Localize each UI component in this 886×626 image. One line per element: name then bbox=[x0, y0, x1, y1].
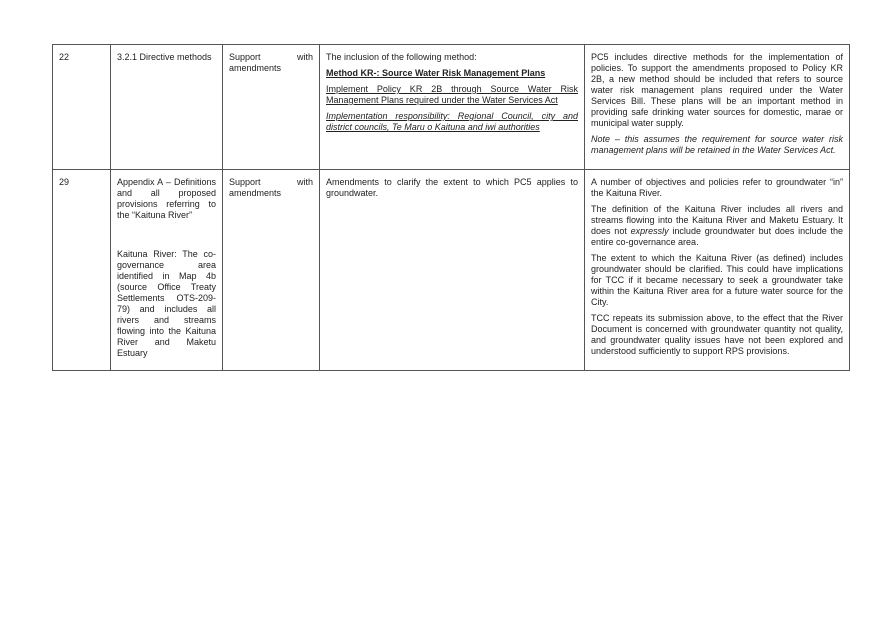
row-number: 29 bbox=[53, 170, 111, 371]
provision-cell bbox=[111, 170, 223, 371]
decision-cell bbox=[320, 170, 585, 371]
submission-table bbox=[52, 44, 850, 371]
reasons-cell bbox=[585, 170, 850, 371]
decision-intro: The inclusion of the following method: bbox=[326, 52, 477, 62]
reason-paragraph bbox=[591, 204, 843, 248]
provision-heading: Appendix A – Definitions and all proposed provisions referring to the “Kaituna River” bbox=[117, 177, 216, 220]
reason-paragraph: TCC repeats its submission above, to the effect that the River Document is concerned with groundwater quantity not quality, and groundwater quality issues have not been explored and understood sufficiently to support RPS provisions. bbox=[591, 313, 843, 356]
reasons-cell bbox=[585, 45, 850, 170]
decision-cell bbox=[320, 45, 585, 170]
reason-paragraph: PC5 includes directive methods for the implementation of policies. To support the amendments proposed to Policy KR 2B, a new method should be included that refers to source water risk management plans required under the Water Services Bill. These plans will be an important method in providing safe drinking water sources for domestic, marae or municipal water supply. bbox=[591, 52, 843, 128]
reason-text: include groundwater but does include the entire co-governance area. bbox=[591, 226, 844, 247]
position-line: Support with bbox=[229, 52, 313, 62]
kaituna-definition: Kaituna River: The co-governance area identified in Map 4b (source Office Treaty Settlements OTS-209-79) and includes all rivers and streams flowing into the Kaituna River and Maketu Estuary bbox=[117, 249, 216, 358]
table-row bbox=[53, 170, 850, 371]
reason-note: Note – this assumes the requirement for source water risk management plans will be retained in the Water Services Act. bbox=[591, 134, 843, 155]
method-text: Implement Policy KR 2B through Source Water Risk Management Plans required under the Water Services Act bbox=[326, 84, 578, 105]
implementation-responsibility: Implementation responsibility: Regional Council, city and district councils, Te Maru o Kaituna and iwi authorities bbox=[326, 111, 578, 132]
reason-paragraph: A number of objectives and policies refer to groundwater “in” the Kaituna River. bbox=[591, 177, 843, 198]
reason-paragraph: The extent to which the Kaituna River (as defined) includes groundwater should be clarified. This could have implications for TCC if it became necessary to seek a groundwater take within the Kaituna River area for a future water source for the City. bbox=[591, 253, 843, 307]
decision-text: Amendments to clarify the extent to which PC5 applies to groundwater. bbox=[326, 177, 578, 198]
reason-text: The definition of the Kaituna River includes all rivers and streams flowing into the Kaituna River and Maketu Estuary. It does not bbox=[591, 204, 843, 236]
table-row bbox=[53, 45, 850, 170]
position-line: Support with bbox=[229, 177, 313, 187]
row-number: 22 bbox=[53, 45, 111, 170]
provision-cell: 3.2.1 Directive methods bbox=[111, 45, 223, 170]
method-title: Method KR-: Source Water Risk Management Plans bbox=[326, 68, 546, 78]
position-line: amendments bbox=[229, 188, 282, 198]
position-cell bbox=[223, 170, 320, 371]
reason-emphasis: expressly bbox=[630, 226, 669, 236]
position-line: amendments bbox=[229, 63, 282, 73]
position-cell bbox=[223, 45, 320, 170]
